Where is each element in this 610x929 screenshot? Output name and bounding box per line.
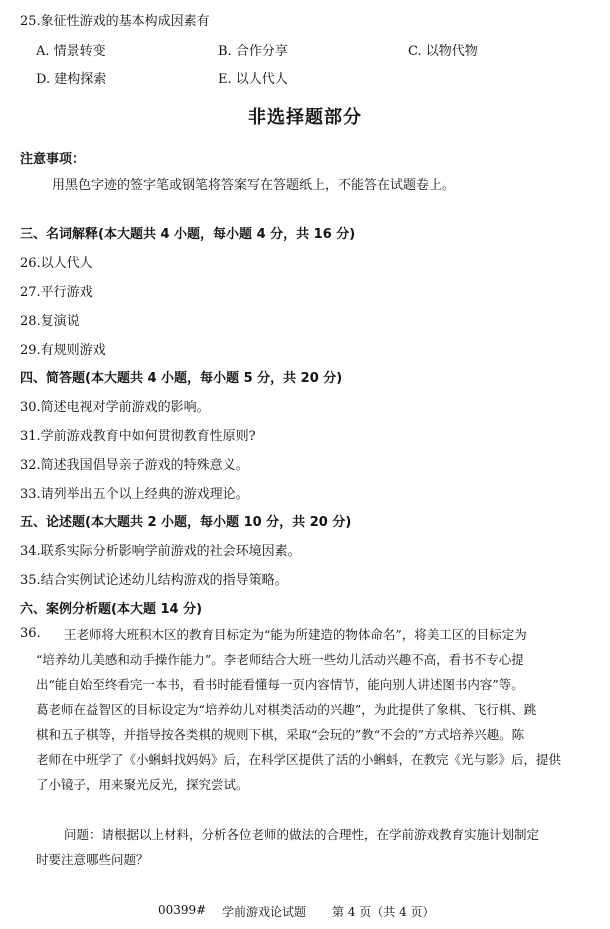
case-line-5: 棋和五子棋等，并指导按各类棋的规则下棋，采取“会玩的”教“不会的”方式培养兴趣。陈 — [36, 727, 525, 742]
footer-subject: 学前游戏论试题 — [222, 905, 307, 919]
case-line-6: 老师在中班学了《小蝌蚪找妈妈》后，在科学区提供了活的小蝌蚪，在教完《光与影》后，提供 — [36, 752, 562, 767]
question-25-option-d: D. 建构探索 — [36, 72, 107, 87]
question-36-number: 36. — [20, 626, 41, 641]
case-line-4: 葛老师在益智区的目标设定为“培养幼儿对棋类活动的兴趣”，为此提供了象棋、飞行棋、跳 — [36, 702, 537, 717]
question-32: 32.简述我国倡导亲子游戏的特殊意义。 — [20, 458, 249, 473]
section-4-heading: 四、简答题(本大题共 4 小题，每小题 5 分，共 20 分) — [20, 371, 343, 386]
case-material — [36, 622, 596, 797]
question-25-option-a: A. 情景转变 — [36, 44, 106, 59]
question-25-option-c: C. 以物代物 — [408, 44, 478, 59]
question-25-option-e: E. 以人代人 — [218, 72, 288, 87]
question-26: 26.以人代人 — [20, 256, 93, 271]
question-33: 33.请列举出五个以上经典的游戏理论。 — [20, 487, 249, 502]
question-27: 27.平行游戏 — [20, 285, 93, 300]
case-question-line-1: 问题：请根据以上材料，分析各位老师的做法的合理性，在学前游戏教育实施计划制定 — [64, 827, 540, 842]
footer-code: 00399# — [158, 903, 207, 917]
question-34: 34.联系实际分析影响学前游戏的社会环境因素。 — [20, 544, 301, 559]
question-35: 35.结合实例试论述幼儿结构游戏的指导策略。 — [20, 573, 288, 588]
question-28: 28.复演说 — [20, 314, 80, 329]
footer-page: 第 4 页（共 4 页） — [332, 905, 435, 919]
question-31: 31.学前游戏教育中如何贯彻教育性原则? — [20, 429, 256, 444]
section-5-heading: 五、论述题(本大题共 2 小题，每小题 10 分，共 20 分) — [20, 515, 352, 530]
notice-body: 用黑色字迹的签字笔或钢笔将答案写在答题纸上，不能答在试题卷上。 — [52, 178, 456, 193]
case-line-1: 王老师将大班积木区的教育目标定为“能为所建造的物体命名”，将美工区的目标定为 — [64, 627, 527, 642]
case-line-7: 了小镜子，用来聚光反光，探究尝试。 — [36, 777, 249, 792]
section-6-heading: 六、案例分析题(本大题 14 分) — [20, 602, 203, 617]
section-3-heading: 三、名词解释(本大题共 4 小题，每小题 4 分，共 16 分) — [20, 227, 356, 242]
case-line-2: “培养幼儿美感和动手操作能力”。李老师结合大班一些幼儿活动兴趣不高，看书不专心提 — [36, 652, 524, 667]
case-line-3: 出“能自始至终看完一本书，看书时能看懂每一页内容情节，能向别人讲述图书内容”等。 — [36, 677, 524, 692]
question-29: 29.有规则游戏 — [20, 343, 106, 358]
notice-title: 注意事项： — [20, 152, 86, 167]
question-25-option-b: B. 合作分享 — [218, 44, 288, 59]
question-30: 30.简述电视对学前游戏的影响。 — [20, 400, 210, 415]
question-25-stem: 25.象征性游戏的基本构成因素有 — [20, 14, 210, 29]
part-title: 非选择题部分 — [248, 107, 362, 128]
case-question-line-2: 时要注意哪些问题？ — [36, 852, 149, 867]
case-question — [36, 822, 596, 872]
